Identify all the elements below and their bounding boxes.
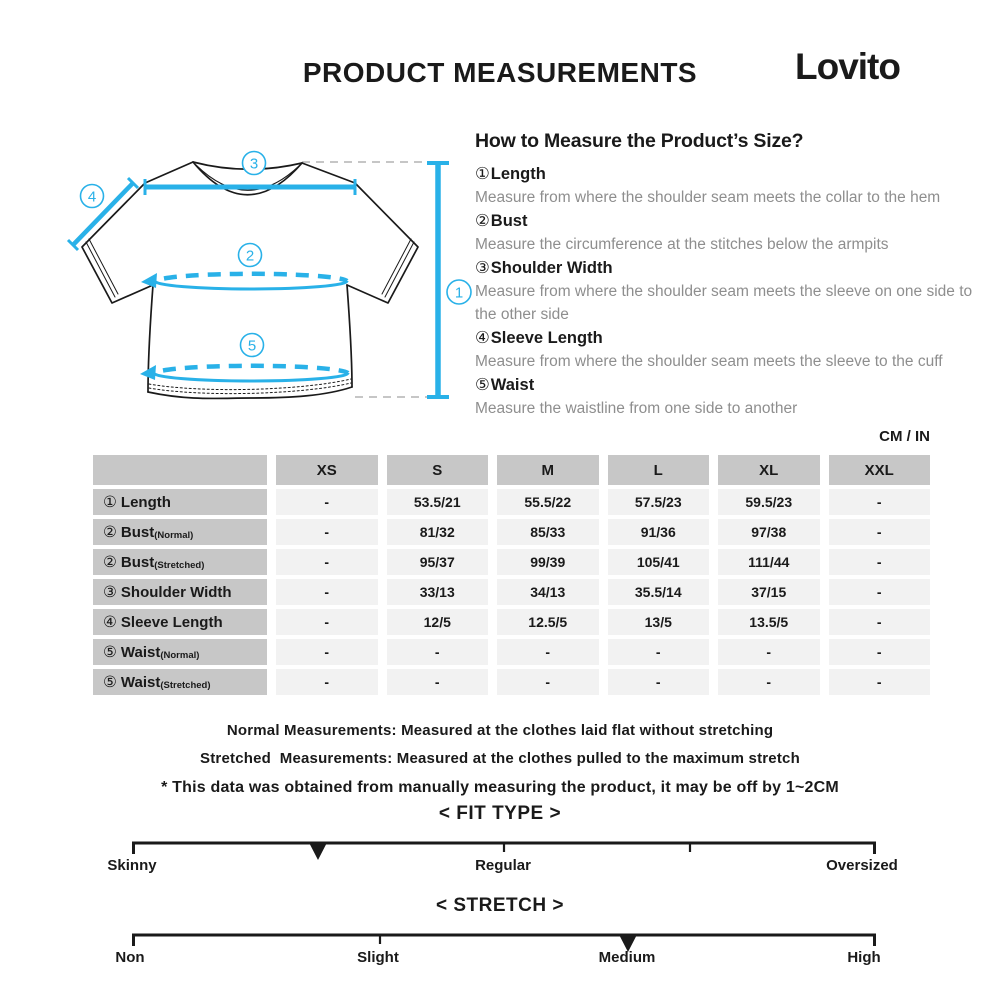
table-cell: - [276, 489, 378, 515]
stretch-title: < STRETCH > [436, 895, 564, 916]
size-header-xl: XL [718, 455, 820, 485]
row-label: ⑤ Waist (Stretched) [93, 669, 267, 695]
how-to-item-shoulder-width [475, 257, 987, 327]
table-cell: 12/5 [387, 609, 489, 635]
table-cell: - [829, 519, 931, 545]
row-label: ① Length [93, 489, 267, 515]
table-cell: 99/39 [497, 549, 599, 575]
circled-number: ⑤ [475, 375, 490, 394]
row-label: ② Bust (Stretched) [93, 549, 267, 575]
marker-circle-2 [239, 244, 262, 267]
stretch-label-non: Non [115, 949, 145, 966]
table-cell: - [829, 579, 931, 605]
item-description: Measure from where the shoulder seam meets the sleeve to the cuff [475, 353, 943, 371]
row-label: ② Bust (Normal) [93, 519, 267, 545]
table-cell: - [276, 549, 378, 575]
circled-number: ④ [475, 328, 490, 347]
stretch-label-medium: Medium [598, 949, 656, 966]
brand-logo: Lovito [795, 46, 900, 87]
marker-circle-4 [81, 185, 104, 208]
fit-type-marker-icon [310, 845, 326, 861]
row-label: ③ Shoulder Width [93, 579, 267, 605]
bust-ellipse [155, 281, 347, 289]
unit-label: CM / IN [879, 428, 930, 445]
how-to-measure-section [475, 130, 987, 420]
table-cell: 97/38 [718, 519, 820, 545]
waist-ellipse [154, 373, 348, 381]
item-label: Waist [490, 375, 535, 394]
measurement-annotations [68, 163, 449, 397]
row-label: ⑤ Waist (Normal) [93, 639, 267, 665]
table-cell: - [276, 519, 378, 545]
table-cell: - [829, 609, 931, 635]
table-cell: - [497, 639, 599, 665]
how-to-item-sleeve-length [475, 327, 987, 374]
fit-label-regular: Regular [475, 857, 531, 874]
table-cell: 13.5/5 [718, 609, 820, 635]
item-description: Measure from where the shoulder seam meets the collar to the hem [475, 189, 941, 207]
marker-number-2: 2 [245, 247, 255, 265]
table-cell: - [497, 669, 599, 695]
size-header-xxl: XXL [829, 455, 931, 485]
page-title: PRODUCT MEASUREMENTS [302, 57, 698, 88]
size-table [93, 455, 930, 695]
item-label: Bust [490, 211, 528, 230]
note-disclaimer: * This data was obtained from manually measuring the product, it may be off by 1~2CM [161, 779, 839, 796]
table-cell: 35.5/14 [608, 579, 710, 605]
table-cell: - [608, 639, 710, 665]
table-cell: 85/33 [497, 519, 599, 545]
table-cell: 95/37 [387, 549, 489, 575]
fit-type-title: < FIT TYPE > [438, 803, 562, 824]
table-cell: 91/36 [608, 519, 710, 545]
table-cell: - [276, 579, 378, 605]
table-cell: 53.5/21 [387, 489, 489, 515]
table-cell: - [608, 669, 710, 695]
table-cell: 37/15 [718, 579, 820, 605]
marker-circle-3 [243, 152, 266, 175]
size-header-s: S [387, 455, 489, 485]
table-cell: 111/44 [718, 549, 820, 575]
measurement-notes [0, 717, 1000, 802]
table-cell: - [387, 639, 489, 665]
tshirt-outline-icon [82, 162, 418, 398]
table-cell: - [387, 669, 489, 695]
table-cell: - [829, 669, 931, 695]
how-to-item-waist [475, 374, 987, 421]
scale-line [134, 935, 875, 946]
item-description: Measure from where the shoulder seam meets the sleeve on one side to the other side [475, 283, 973, 324]
how-to-item-length [475, 163, 987, 210]
table-cell: 81/32 [387, 519, 489, 545]
circled-number: ② [475, 211, 490, 230]
table-cell: 59.5/23 [718, 489, 820, 515]
fit-label-oversized: Oversized [826, 857, 898, 874]
table-cell: - [276, 669, 378, 695]
item-label: Shoulder Width [490, 258, 613, 277]
item-description: Measure the circumference at the stitches below the armpits [475, 236, 889, 254]
table-cell: 13/5 [608, 609, 710, 635]
table-cell: - [829, 639, 931, 665]
table-cell: - [718, 669, 820, 695]
table-cell: - [829, 549, 931, 575]
table-cell: - [718, 639, 820, 665]
fit-label-skinny: Skinny [107, 857, 157, 874]
marker-number-1: 1 [454, 284, 464, 302]
size-header-l: L [608, 455, 710, 485]
how-to-item-bust [475, 210, 987, 257]
note-stretched: Stretched Measurements: Measured at the clothes pulled to the maximum stretch [200, 749, 800, 767]
table-cell: 34/13 [497, 579, 599, 605]
stretch-label-high: High [847, 949, 881, 966]
marker-number-5: 5 [247, 337, 257, 355]
table-corner-cell [93, 455, 267, 485]
how-to-heading: How to Measure the Product’s Size? [475, 130, 804, 152]
table-cell: - [276, 639, 378, 665]
circled-number: ① [475, 165, 490, 183]
item-label: Length [490, 165, 546, 183]
size-header-xs: XS [276, 455, 378, 485]
stretch-label-slight: Slight [357, 949, 399, 966]
item-label: Sleeve Length [490, 328, 603, 347]
marker-number-4: 4 [87, 188, 97, 206]
marker-circles [81, 152, 472, 357]
marker-circle-1 [447, 280, 471, 304]
table-cell: 33/13 [387, 579, 489, 605]
bust-arrow-icon [141, 273, 157, 288]
marker-number-3: 3 [249, 155, 259, 173]
table-cell: 55.5/22 [497, 489, 599, 515]
tshirt-measurement-diagram [50, 130, 480, 430]
table-cell: 57.5/23 [608, 489, 710, 515]
item-description: Measure the waistline from one side to another [475, 400, 798, 418]
row-label: ④ Sleeve Length [93, 609, 267, 635]
table-cell: 12.5/5 [497, 609, 599, 635]
size-header-m: M [497, 455, 599, 485]
table-cell: 105/41 [608, 549, 710, 575]
marker-circle-5 [241, 334, 264, 357]
table-cell: - [276, 609, 378, 635]
table-cell: - [829, 489, 931, 515]
circled-number: ③ [475, 258, 490, 277]
note-normal: Normal Measurements: Measured at the clothes laid flat without stretching [226, 722, 774, 739]
